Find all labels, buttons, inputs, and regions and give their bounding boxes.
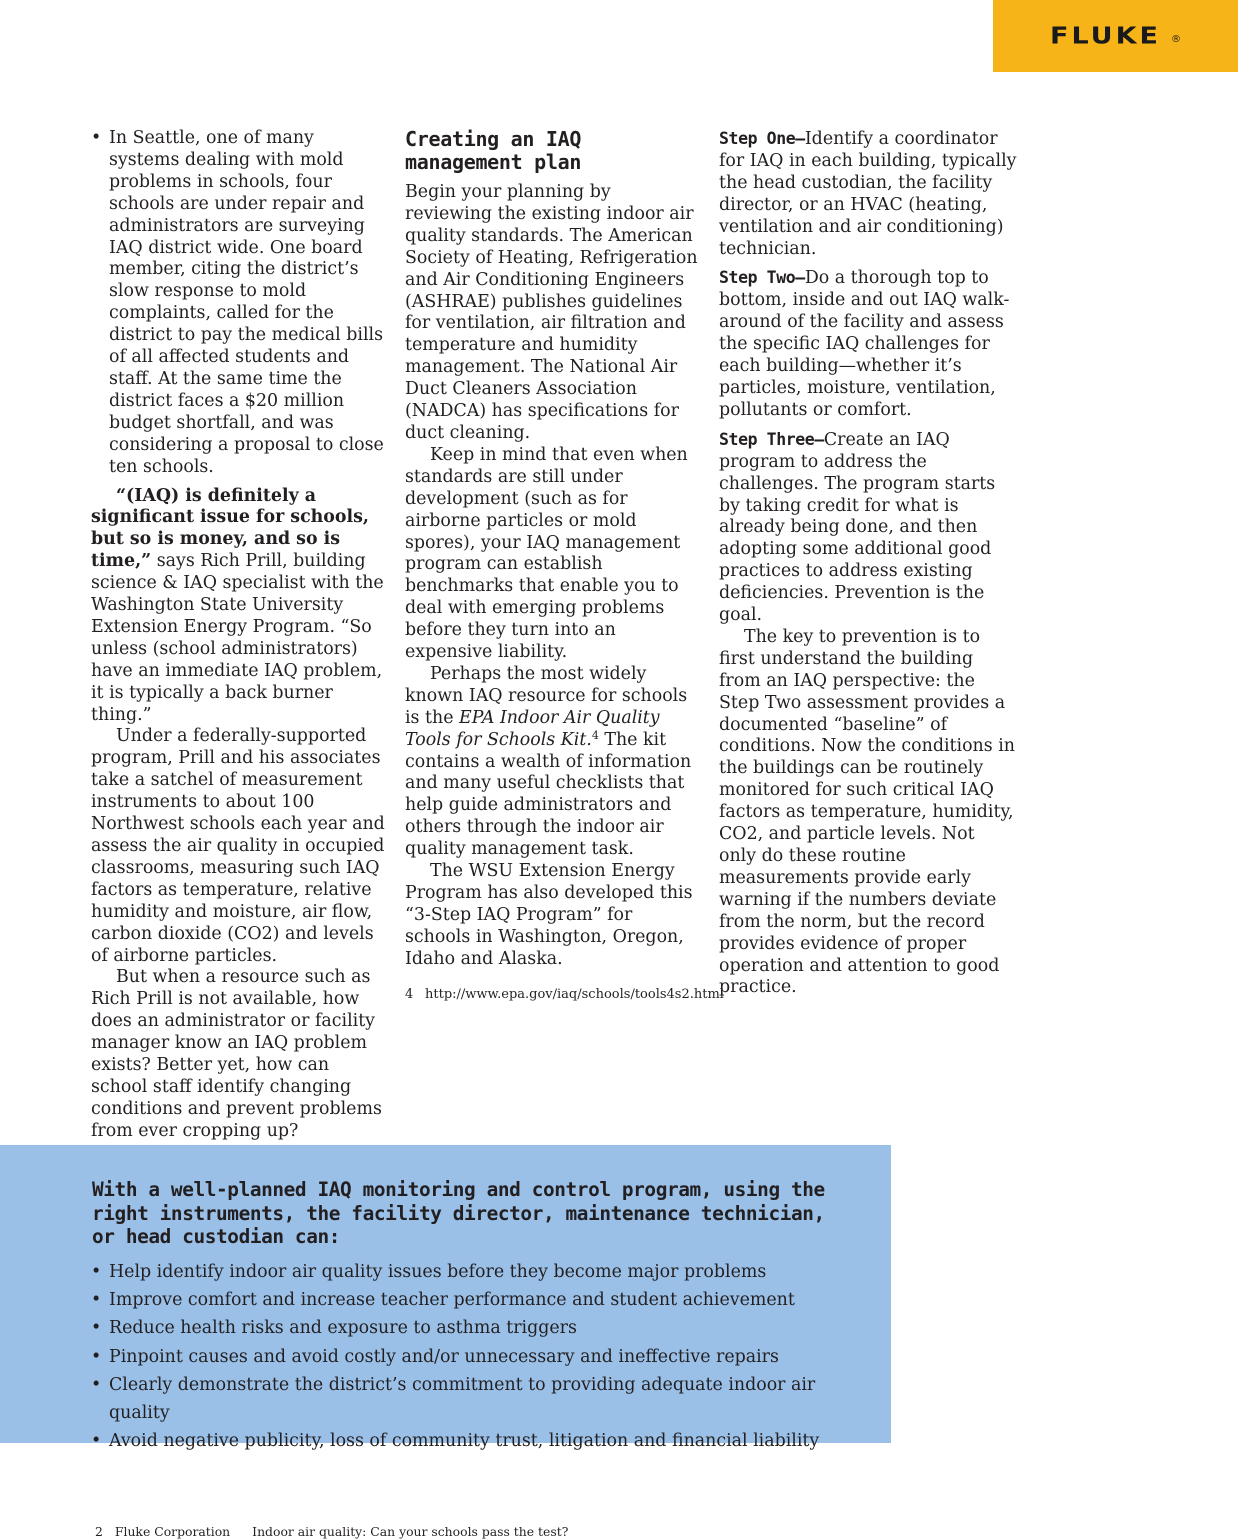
- footnote-ref: 4: [591, 728, 599, 742]
- step-one-paragraph: [719, 128, 1017, 260]
- list-item-text: Help identify indoor air quality issues before they become major problems: [109, 1262, 767, 1282]
- page-footer: [95, 1524, 590, 1539]
- planning-paragraph: Begin your planning by reviewing the existing indoor air quality standards. The American Society of Heating, Refrigeration and Air Conditioning Engineers (ASHRAE) publishes guidelines for ventilation, air filtration and temperature and humidity management. The National Air Duct Cleaners Association (NADCA) has specifications for duct cleaning.: [405, 182, 698, 443]
- logo-text: FLUKE: [1050, 22, 1161, 50]
- step-three-label: Step Three—: [719, 429, 824, 449]
- section-heading: Creating an IAQ management plan: [405, 127, 582, 174]
- step-two-label: Step Two—: [719, 268, 805, 288]
- prill-program-paragraph: Under a federally-supported program, Prill and his associates take a satchel of measurement instruments to about 100 Northwest schools each year and assess the air quality in occupied classrooms, measuring such IAQ factors as temperature, relative humidity and moisture, air flow, carbon dioxide (CO2) and levels of airborne particles.: [91, 726, 385, 966]
- step-one-text: Identify a coordinator for IAQ in each building, typically the head custodian, the facility director, or an HVAC (heating, ventilation and air conditioning) technician.: [719, 129, 1017, 259]
- resource-question-paragraph: But when a resource such as Rich Prill is not available, how does an administrator or facility manager know an IAQ problem exists? Better yet, how can school staff identify changing conditions and prevent problems from ever cropping up?: [91, 967, 382, 1141]
- column-3: [719, 128, 1017, 999]
- callout-list: [91, 1258, 881, 1455]
- list-item: [91, 1371, 881, 1427]
- step-two-text: Do a thorough top to bottom, inside and out IAQ walk-around of the facility and assess the specific IAQ challenges for each building—whether it’s particles, moisture, ventilation, pollutants or comfort.: [719, 268, 1010, 420]
- list-item: [91, 1427, 881, 1455]
- list-item-text: Improve comfort and increase teacher performance and student achievement: [109, 1290, 795, 1311]
- footnote: [405, 986, 724, 1003]
- step-three-paragraph: [719, 429, 1017, 627]
- seattle-bullet: [91, 128, 388, 479]
- prill-quote-paragraph: [91, 486, 388, 727]
- list-item: [91, 1286, 881, 1314]
- list-item: [91, 1314, 881, 1342]
- step-one-label: Step One—: [719, 129, 805, 148]
- fluke-logo: [993, 0, 1238, 72]
- epa-kit-paragraph: [405, 664, 701, 861]
- list-item: [91, 1343, 881, 1371]
- bullet-mark: •: [91, 1290, 102, 1311]
- epa-kit-post: The kit contains a wealth of information and many useful checklists that help guide administrators and others through the indoor air quality management task.: [405, 729, 692, 860]
- bullet-mark: •: [91, 128, 102, 148]
- footer-company: Fluke Corporation: [114, 1524, 231, 1539]
- step-three-text: Create an IAQ program to address the challenges. The program starts by taking credit for what is already being done, and then adopting some additional good practices to address existing deficiencies. Prevention is the goal.: [719, 429, 996, 626]
- footnote-url: http://www.epa.gov/iaq/schools/tools4s2.html: [425, 986, 724, 1002]
- footer-doc-title: Indoor air quality: Can your schools pass the test?: [252, 1524, 569, 1539]
- bullet-mark: •: [91, 1346, 102, 1367]
- footnote-number: 4: [405, 986, 414, 1002]
- standards-paragraph: Keep in mind that even when standards are still under development (such as for airborne particles or mold spores), your IAQ management program can establish benchmarks that enable you to deal with emerging problems before they turn into an expensive liability.: [405, 444, 688, 663]
- seattle-bullet-text: In Seattle, one of many systems dealing with mold problems in schools, four schools are under repair and administrators are surveying IAQ district wide. One board member, citing the district’s slow response to mold complaints, called for the district to pay the medical bills of all affected students and staff. At the same time the district faces a $20 million budget shortfall, and was considering a proposal to close ten schools.: [109, 128, 384, 477]
- bullet-mark: •: [91, 1318, 102, 1339]
- column-1: [91, 128, 388, 1143]
- page-number: 2: [95, 1524, 103, 1539]
- list-item-text: Avoid negative publicity, loss of community trust, litigation and financial liability: [109, 1431, 820, 1452]
- prill-quote-rest: says Rich Prill, building science & IAQ specialist with the Washington State University Extension Energy Program. “So unless (school administrators) have an immediate IAQ problem, it is typically a back burner thing.”: [91, 551, 384, 725]
- epa-kit-title: EPA Indoor Air Quality Tools for Schools Kit.: [405, 707, 660, 750]
- list-item: [91, 1258, 881, 1286]
- bullet-mark: •: [91, 1262, 102, 1282]
- column-2: [405, 127, 724, 1003]
- list-item-text: Reduce health risks and exposure to asthma triggers: [109, 1318, 577, 1339]
- step-two-paragraph: [719, 267, 1017, 421]
- registered-mark: ®: [1170, 33, 1181, 45]
- prevention-paragraph: The key to prevention is to first understand the building from an IAQ perspective: the Step Two assessment provides a documented “baseline” of conditions. Now the conditions in the buildings can be routinely monitored for such critical IAQ factors as temperature, humidity, CO2, and particle levels. Not only do these routine measurements provide early warning if the numbers deviate from the norm, but the record provides evidence of proper operation and attention to good practice.: [719, 626, 1015, 998]
- wsu-program-paragraph: The WSU Extension Energy Program has also developed this “3-Step IAQ Program” for schools in Washington, Oregon, Idaho and Alaska.: [405, 861, 693, 969]
- bullet-mark: •: [91, 1374, 102, 1395]
- list-item-text: Clearly demonstrate the district’s commitment to providing adequate indoor air quality: [109, 1374, 816, 1424]
- epa-kit-pre: Perhaps the most widely known IAQ resource for schools is the: [405, 663, 688, 728]
- bullet-mark: •: [91, 1431, 102, 1452]
- prill-quote-bold: “(IAQ) is definitely a significant issue for schools, but so is money, and so is time,”: [91, 485, 369, 572]
- list-item-text: Pinpoint causes and avoid costly and/or unnecessary and ineffective repairs: [109, 1346, 779, 1367]
- callout-title: With a well-planned IAQ monitoring and control program, using the right instruments, the facility director, maintenance technician, or head custodian can:: [92, 1178, 825, 1248]
